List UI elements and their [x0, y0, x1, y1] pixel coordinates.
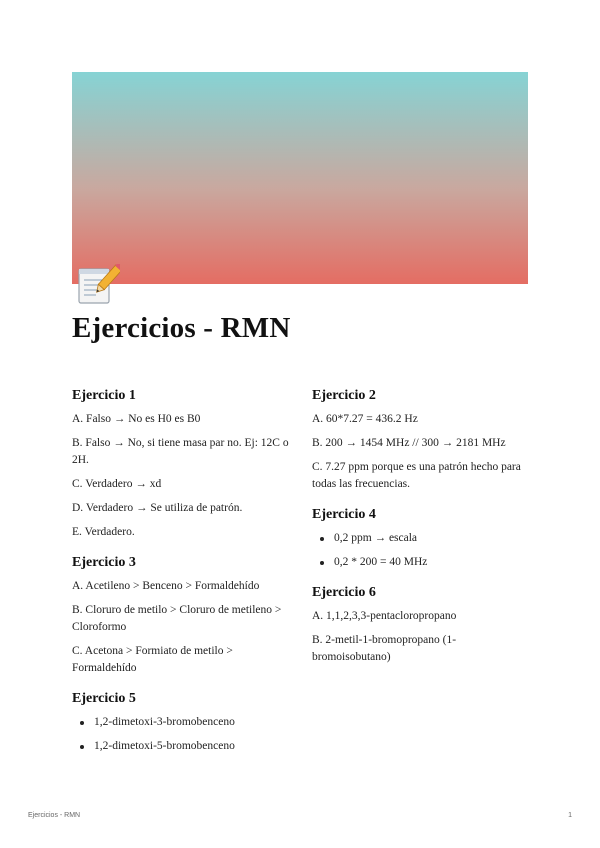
bullet-icon — [80, 745, 84, 749]
section-ejercicio-6 — [312, 585, 532, 666]
right-column — [312, 388, 532, 680]
left-column — [72, 388, 292, 769]
list-item-text: 1,2-dimetoxi-5-bromobenceno — [94, 740, 235, 752]
page-title: Ejercicios - RMN — [72, 312, 291, 344]
list-item-text: 0,2 * 200 = 40 MHz — [334, 556, 428, 568]
answer-item: D. Verdadero → Se utiliza de patrón. — [72, 502, 243, 514]
answer-item: C. Acetona > Formiato de metilo > Formaldehído — [72, 645, 233, 674]
section-heading: Ejercicio 4 — [312, 507, 376, 522]
section-ejercicio-2 — [312, 388, 532, 493]
cover-image — [72, 72, 528, 284]
answer-item: E. Verdadero. — [72, 526, 135, 538]
bullet-icon — [320, 561, 324, 565]
list-item-text: 0,2 ppm → escala — [334, 532, 418, 544]
answer-item: A. 60*7.27 = 436.2 Hz — [312, 413, 418, 425]
section-heading: Ejercicio 6 — [312, 585, 376, 600]
answer-item: C. 7.27 ppm porque es una patrón hecho para todas las frecuencias. — [312, 461, 521, 490]
bullet-icon — [320, 537, 324, 541]
answer-item: A. Acetileno > Benceno > Formaldehído — [72, 580, 260, 592]
section-ejercicio-1 — [72, 388, 292, 541]
answer-item: B. Cloruro de metilo > Cloruro de metileno > Cloroformo — [72, 604, 282, 633]
answer-item: A. 1,1,2,3,3-pentacloropropano — [312, 610, 457, 622]
footer-title: Ejercicios - RMN — [28, 812, 81, 819]
section-heading: Ejercicio 2 — [312, 388, 376, 403]
answer-item: C. Verdadero → xd — [72, 478, 162, 490]
section-heading: Ejercicio 5 — [72, 691, 136, 706]
notepad-pencil-icon — [76, 264, 120, 306]
section-ejercicio-4 — [312, 507, 532, 571]
bullet-list — [312, 530, 532, 571]
answer-item: B. 2-metil-1-bromopropano (1-bromoisobutano) — [312, 634, 457, 663]
bullet-list — [72, 714, 292, 755]
answer-item: A. Falso → No es H0 es B0 — [72, 413, 201, 425]
list-item — [312, 554, 532, 571]
page-number: 1 — [568, 812, 572, 819]
section-ejercicio-5 — [72, 691, 292, 755]
section-ejercicio-3 — [72, 555, 292, 677]
list-item — [72, 738, 292, 755]
bullet-icon — [80, 721, 84, 725]
section-heading: Ejercicio 1 — [72, 388, 136, 403]
section-heading: Ejercicio 3 — [72, 555, 136, 570]
answer-item: B. Falso → No, si tiene masa par no. Ej: 12C o 2H. — [72, 437, 289, 466]
list-item-text: 1,2-dimetoxi-3-bromobenceno — [94, 716, 235, 728]
list-item — [312, 530, 532, 547]
answer-item: B. 200 → 1454 MHz // 300 → 2181 MHz — [312, 437, 506, 449]
list-item — [72, 714, 292, 731]
